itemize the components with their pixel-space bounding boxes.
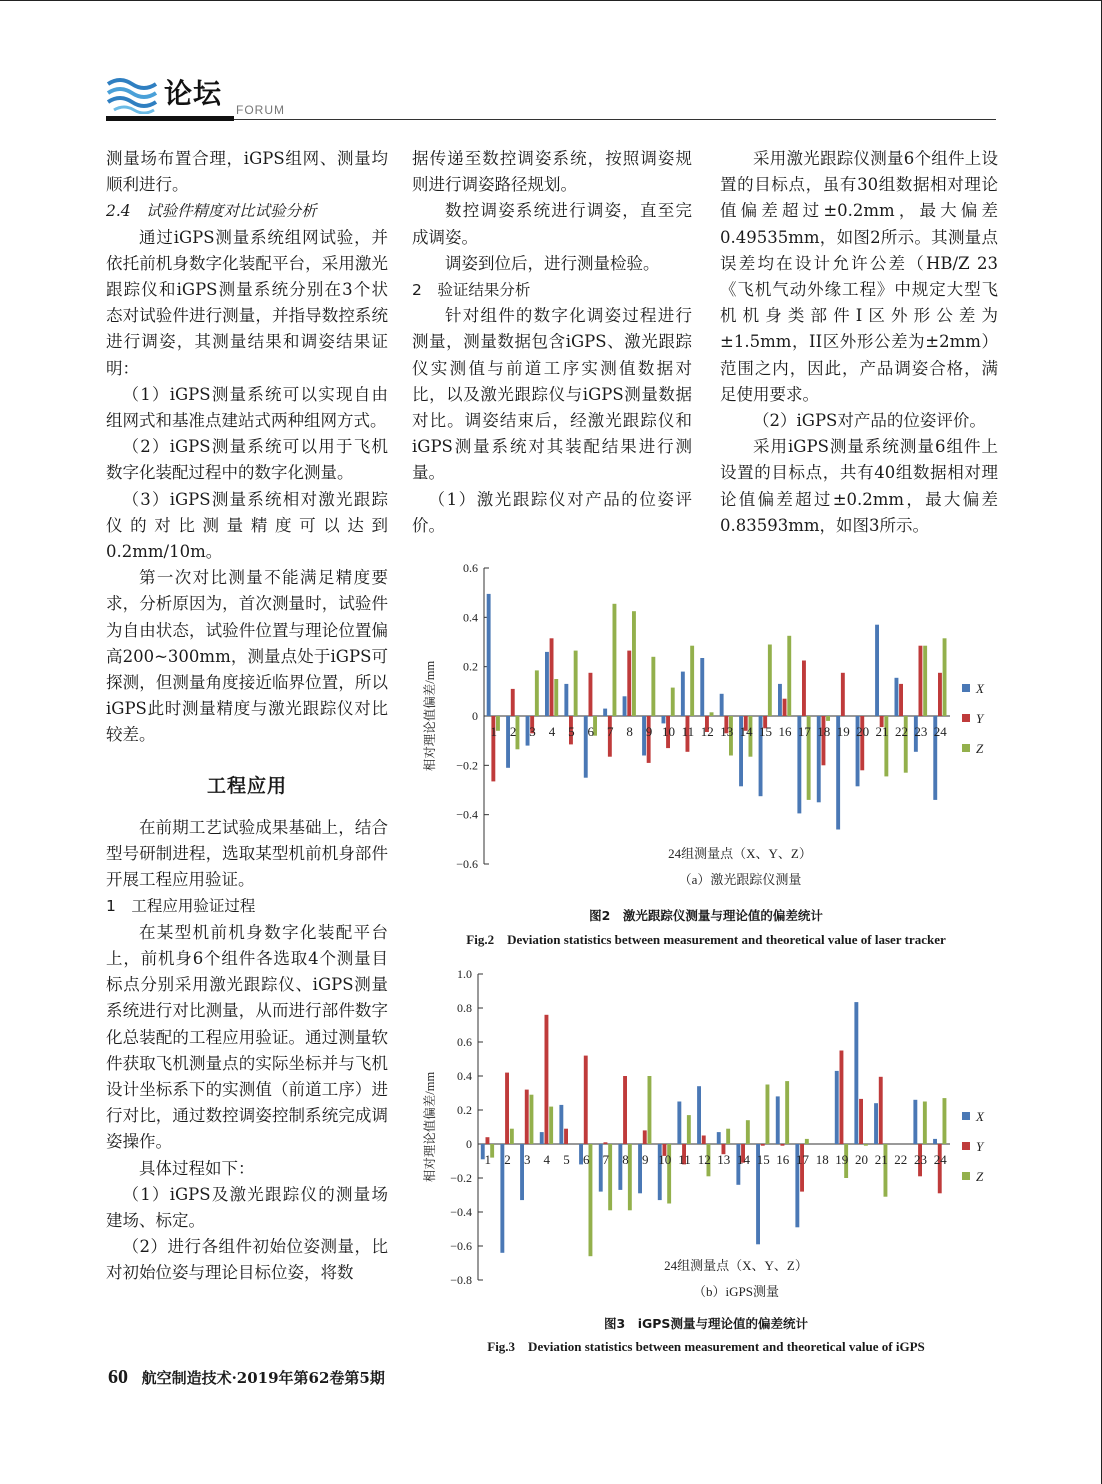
legend-swatch-z xyxy=(962,1172,970,1180)
legend-swatch-z xyxy=(962,744,970,752)
bar-y-17 xyxy=(802,661,806,717)
subsection-heading: 2.4 试验件精度对比试验分析 xyxy=(106,202,317,221)
bar-y-3 xyxy=(525,1090,529,1144)
category-label: 12 xyxy=(700,724,714,739)
column-name: 论坛 xyxy=(164,77,223,110)
category-label: 19 xyxy=(836,724,850,739)
bar-y-4 xyxy=(550,638,554,716)
paragraph: （2）iGPS对产品的位姿评价。 xyxy=(753,411,986,431)
y-axis-label: 相对理论值偏差/mm xyxy=(423,660,437,772)
fig2-caption-en: Fig.2 Deviation statistics between measurement and theoretical value of laser tracker xyxy=(466,932,946,947)
bar-y-8 xyxy=(627,651,631,716)
bar-z-2 xyxy=(510,1129,514,1144)
bar-z-16 xyxy=(787,636,791,716)
top-border xyxy=(0,0,1102,1)
bar-y-5 xyxy=(564,1129,568,1144)
category-label: 1 xyxy=(484,1152,492,1167)
bar-z-8 xyxy=(632,611,636,716)
bar-z-11 xyxy=(687,1115,691,1144)
category-label: 6 xyxy=(587,724,595,739)
category-label: 15 xyxy=(759,724,772,739)
bar-z-9 xyxy=(648,1076,652,1144)
category-label: 20 xyxy=(855,1152,868,1167)
bar-z-4 xyxy=(554,679,558,716)
paragraph: （1）iGPS测量系统可以实现自由组网式和基准点建站式两种组网方式。 xyxy=(106,384,388,431)
legend-swatch-y xyxy=(962,1142,970,1150)
bar-z-17 xyxy=(805,1139,809,1144)
bar-y-7 xyxy=(604,1142,608,1144)
fig3-caption-cn: 图3 iGPS测量与理论值的偏差统计 xyxy=(604,1316,808,1331)
y-tick-label: 0 xyxy=(466,1137,472,1151)
bar-z-20 xyxy=(864,1144,868,1146)
y-tick-label: −0.4 xyxy=(450,1205,472,1219)
bar-z-3 xyxy=(535,670,539,716)
category-label: 6 xyxy=(582,1152,590,1167)
bar-x-12 xyxy=(700,658,704,716)
paragraph: 调姿到位后，进行测量检验。 xyxy=(445,253,660,273)
bar-z-10 xyxy=(671,688,675,716)
category-label: 19 xyxy=(835,1152,849,1167)
paragraph: 采用激光跟踪仪测量6个组件上设置的目标点，虽有30组数据相对理论值偏差超过±0.2mm，最大偏差0.49535mm，如图2所示。其测量点误差均在设计允许公差（HB/Z 23《飞机气动外缘工程》中规定大型飞机机身类部件I区外形公差为±1.5mm，II区外形公差为±2mm）范围之内，因此，产品调姿合格，满足使用要求。 xyxy=(720,149,998,404)
bar-z-18 xyxy=(826,716,830,721)
bar-y-2 xyxy=(505,1073,509,1144)
paragraph: 在前期工艺试验成果基础上，结合型号研制进程，选取某型机前机身部件开展工程应用验证。 xyxy=(106,817,388,890)
bar-x-16 xyxy=(776,1096,780,1144)
fig2-caption-cn: 图2 激光跟踪仪测量与理论值的偏差统计 xyxy=(589,908,823,923)
bar-y-12 xyxy=(702,1136,706,1145)
subsection-heading: 2 验证结果分析 xyxy=(412,281,531,300)
paragraph: 针对组件的数字化调姿过程进行测量，测量数据包含iGPS、激光跟踪仪实测值与前道工序实测值数据对比，以及激光跟踪仪与iGPS测量数据对比。调姿结束后，经激光跟踪仪和iGPS测量系统对其装配结果进行测量。 xyxy=(412,306,692,483)
y-axis-label: 相对理论值偏差/mm xyxy=(423,1071,437,1183)
bar-z-9 xyxy=(651,657,655,716)
y-tick-label: 0.2 xyxy=(463,659,478,674)
bar-x-5 xyxy=(564,684,568,716)
category-label: 24 xyxy=(933,1152,947,1167)
category-label: 15 xyxy=(756,1152,770,1167)
category-label: 17 xyxy=(797,724,811,739)
bar-z-24 xyxy=(943,1098,947,1144)
bar-x-22 xyxy=(895,678,899,716)
paragraph: 通过iGPS测量系统组网试验，并依托前机身数字化装配平台，采用激光跟踪仪和iGPS测量系统分别在3个状态对试验件进行测量，并指导数控系统进行调姿，其测量结果和调姿结果证明： xyxy=(106,227,388,378)
category-label: 2 xyxy=(504,1152,511,1167)
category-label: 20 xyxy=(856,724,870,739)
bar-y-6 xyxy=(584,1056,588,1144)
legend-swatch-x xyxy=(962,1112,970,1120)
bar-z-11 xyxy=(690,646,694,716)
y-tick-label: −0.6 xyxy=(456,857,478,871)
paragraph: 具体过程如下： xyxy=(139,1158,255,1178)
category-label: 11 xyxy=(678,1152,691,1167)
category-label: 23 xyxy=(914,724,928,739)
bar-y-1 xyxy=(486,1137,490,1144)
paragraph: 采用iGPS测量系统测量6组件上设置的目标点，共有40组数据相对理论值偏差超过±0.2mm，最大偏差0.83593mm，如图3所示。 xyxy=(720,437,998,535)
header-rule-thick xyxy=(106,116,234,121)
category-label: 13 xyxy=(720,724,734,739)
text-column-3 xyxy=(720,146,998,539)
bar-y-23 xyxy=(919,646,923,716)
category-label: 18 xyxy=(817,724,831,739)
category-label: 22 xyxy=(894,1152,908,1167)
bar-x-21 xyxy=(875,625,879,716)
paragraph: （2）iGPS测量系统可以用于飞机数字化装配过程中的数字化测量。 xyxy=(106,437,388,483)
category-label: 10 xyxy=(658,1152,672,1167)
fig3-caption-en: Fig.3 Deviation statistics between measurement and theoretical value of iGPS xyxy=(487,1339,925,1354)
paragraph: （1）激光跟踪仪对产品的位姿评价。 xyxy=(412,489,692,535)
category-label: 21 xyxy=(875,724,889,739)
bar-y-2 xyxy=(511,689,515,716)
bar-x-19 xyxy=(835,1071,839,1144)
bar-z-13 xyxy=(726,1129,730,1144)
bar-z-4 xyxy=(549,1107,553,1144)
bar-y-19 xyxy=(840,1051,844,1145)
header-rule-thin xyxy=(234,119,996,120)
bar-z-16 xyxy=(785,1081,789,1144)
bar-x-4 xyxy=(540,1132,544,1144)
y-tick-label: 0.8 xyxy=(457,1001,472,1015)
paragraph: 数控调姿系统进行调姿，直至完成调姿。 xyxy=(412,201,692,247)
category-label: 8 xyxy=(626,724,633,739)
bar-z-24 xyxy=(943,638,947,716)
y-tick-label: 0 xyxy=(472,709,478,723)
journal-name: 航空制造技术·2019年第62卷第5期 xyxy=(141,1369,385,1387)
category-label: 14 xyxy=(737,1152,750,1167)
bar-z-7 xyxy=(613,604,617,716)
bar-y-16 xyxy=(781,1144,785,1146)
legend-swatch-y xyxy=(962,714,970,722)
bar-x-24 xyxy=(933,1139,937,1144)
category-label: 7 xyxy=(606,724,614,739)
bar-y-6 xyxy=(589,673,593,716)
category-label: 16 xyxy=(776,1152,790,1167)
column-name-en: FORUM xyxy=(236,103,285,117)
y-tick-label: 0.4 xyxy=(463,610,478,625)
category-label: 9 xyxy=(645,724,653,739)
y-tick-label: 0.6 xyxy=(463,561,478,575)
bar-x-11 xyxy=(681,672,685,716)
category-label: 16 xyxy=(778,724,792,739)
bar-y-4 xyxy=(545,1015,549,1144)
section-heading: 工程应用 xyxy=(206,774,287,797)
category-label: 7 xyxy=(602,1152,610,1167)
bar-x-20 xyxy=(854,1002,858,1144)
bar-x-21 xyxy=(874,1103,878,1144)
category-label: 10 xyxy=(662,724,675,739)
bar-x-23 xyxy=(913,1100,917,1144)
category-label: 5 xyxy=(568,724,575,739)
category-label: 14 xyxy=(739,724,753,739)
paragraph: 在某型机前机身数字化装配平台上，前机身6个组件各选取4个测量目标点分别采用激光跟踪仪、iGPS测量系统进行对比测量，从而进行部件数字化总装配的工程应用验证。通过测量软件获取飞机测量点的实际坐标并与飞机设计坐标系下的实测值（前道工序）进行对比，通过数控调姿控制系统完成调姿操作。 xyxy=(106,922,388,1152)
bar-y-20 xyxy=(859,1099,863,1144)
bar-y-15 xyxy=(761,1144,765,1146)
category-label: 2 xyxy=(509,724,517,739)
bar-y-8 xyxy=(623,1076,627,1144)
bar-y-9 xyxy=(643,1130,647,1144)
bar-y-19 xyxy=(841,673,845,716)
category-label: 3 xyxy=(529,724,536,739)
category-label: 9 xyxy=(641,1152,649,1167)
category-label: 23 xyxy=(914,1152,927,1167)
paragraph: 第一次对比测量不能满足精度要求，分析原因为，首次测量时，试验件为自由状态，试验件位置与理论位置偏高200~300mm，测量点处于iGPS可探测，但测量角度接近临界位置，所以iGPS此时测量精度与激光跟踪仪对比较差。 xyxy=(106,568,388,745)
category-label: 4 xyxy=(548,724,556,739)
igps-deviation-chart xyxy=(410,962,1010,1304)
category-label: 3 xyxy=(523,1152,531,1167)
legend-label-z: Z xyxy=(976,1169,984,1184)
bar-x-1 xyxy=(487,594,491,716)
bar-x-8 xyxy=(623,696,627,716)
category-label: 4 xyxy=(543,1152,551,1167)
y-tick-label: 0.4 xyxy=(457,1069,472,1083)
bar-x-4 xyxy=(545,652,549,716)
paragraph: （3）iGPS测量系统相对激光跟踪仪的对比测量精度可以达到0.2mm/10m。 xyxy=(106,489,388,562)
category-label: 13 xyxy=(717,1152,731,1167)
legend-label-x: X xyxy=(976,1109,984,1124)
y-tick-label: −0.6 xyxy=(450,1239,472,1253)
laser-tracker-deviation-chart xyxy=(410,556,1010,896)
category-label: 8 xyxy=(622,1152,629,1167)
category-label: 21 xyxy=(874,1152,888,1167)
y-tick-label: −0.4 xyxy=(456,807,478,822)
page-footer xyxy=(108,1366,385,1389)
y-tick-label: 1.0 xyxy=(457,967,472,981)
category-label: 18 xyxy=(815,1152,829,1167)
category-label: 5 xyxy=(563,1152,570,1167)
bar-x-7 xyxy=(603,709,607,716)
bar-z-15 xyxy=(766,1085,770,1145)
bar-y-21 xyxy=(879,1077,883,1144)
bar-y-22 xyxy=(899,684,903,716)
subsection-heading: 1 工程应用验证过程 xyxy=(106,897,256,916)
bar-x-12 xyxy=(697,1086,701,1144)
bar-y-16 xyxy=(783,699,787,716)
bar-y-24 xyxy=(938,673,942,716)
category-label: 12 xyxy=(697,1152,711,1167)
bar-x-10 xyxy=(662,716,666,723)
text-column-2 xyxy=(412,146,692,539)
x-axis-label: 24组测量点（X、Y、Z） xyxy=(664,1258,808,1273)
bar-z-23 xyxy=(923,1102,927,1145)
paragraph: 测量场布置合理，iGPS组网、测量均顺利进行。 xyxy=(106,149,388,195)
bar-x-13 xyxy=(720,694,724,716)
category-label: 22 xyxy=(895,724,908,739)
paragraph: （2）进行各组件初始位姿测量，比对初始位姿与理论目标位姿，将数 xyxy=(106,1237,388,1283)
legend-label-x: X xyxy=(976,681,984,696)
bar-x-11 xyxy=(677,1102,681,1145)
text-column-1 xyxy=(106,146,388,1287)
bar-x-13 xyxy=(717,1132,721,1144)
category-label: 24 xyxy=(933,724,947,739)
bar-z-5 xyxy=(574,651,578,716)
category-label: 11 xyxy=(681,724,695,739)
y-tick-label: −0.8 xyxy=(450,1273,472,1287)
y-tick-label: −0.2 xyxy=(456,758,478,773)
paragraph: 据传递至数控调姿系统，按照调姿规则进行调姿路径规划。 xyxy=(412,149,692,195)
bar-z-14 xyxy=(746,1120,750,1144)
bar-z-23 xyxy=(923,646,927,716)
waves-logo-icon xyxy=(106,74,162,114)
legend-swatch-x xyxy=(962,684,970,692)
bar-z-3 xyxy=(530,1095,534,1144)
category-label: 1 xyxy=(490,724,497,739)
x-axis-label: 24组测量点（X、Y、Z） xyxy=(668,846,812,861)
bar-z-12 xyxy=(710,712,714,716)
legend-label-z: Z xyxy=(976,741,984,756)
y-tick-label: 0.6 xyxy=(457,1035,472,1049)
page-number: 60 xyxy=(108,1366,128,1388)
legend-label-y: Y xyxy=(976,711,984,726)
bar-z-15 xyxy=(768,645,772,717)
chart-subtitle: （a）激光跟踪仪测量 xyxy=(678,872,802,887)
bar-x-5 xyxy=(559,1105,563,1144)
paragraph: （1）iGPS及激光跟踪仪的测量场建场、标定。 xyxy=(106,1184,388,1230)
legend-label-y: Y xyxy=(976,1139,984,1154)
y-tick-label: 0.2 xyxy=(457,1103,472,1117)
y-tick-label: −0.2 xyxy=(450,1171,472,1185)
chart-subtitle: （b）iGPS测量 xyxy=(693,1284,779,1299)
bar-x-16 xyxy=(778,684,782,716)
category-label: 17 xyxy=(796,1152,809,1167)
